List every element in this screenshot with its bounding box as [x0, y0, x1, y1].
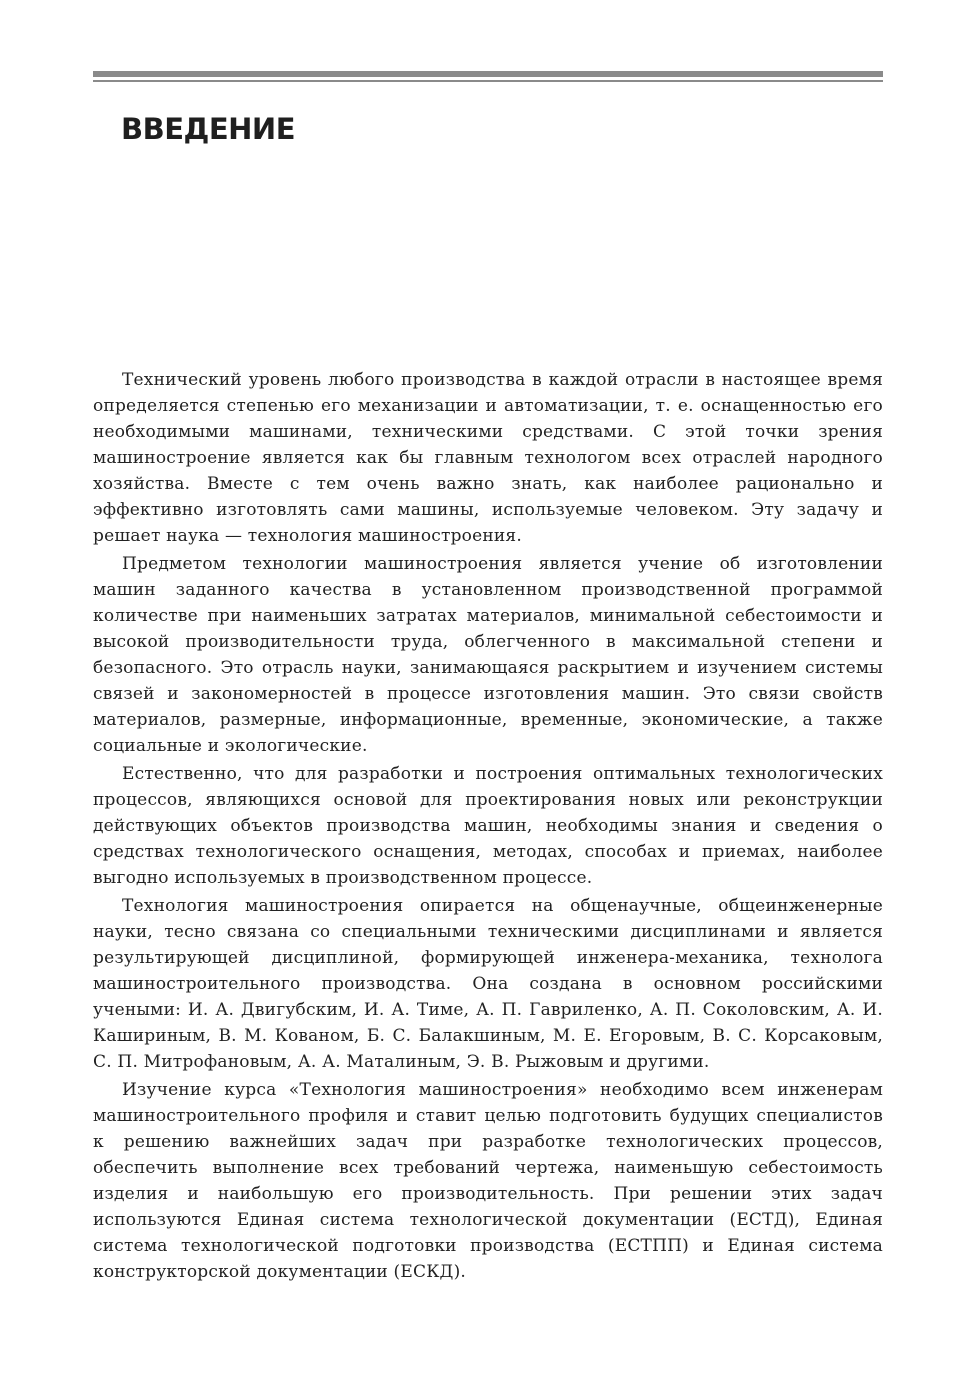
body-text — [93, 367, 883, 1287]
paragraph-1: Технический уровень любого производства в каждой отрасли в настоящее время определяется степенью его механизации и автоматизации, т. е. оснащенностью его необходимыми машинами, техническими средствами. С этой точки зрения машиностроение является как бы главным технологом всех отраслей народного хозяйства. Вместе с тем очень важно знать, как наиболее рационально и эффективно изготовлять сами машины, используемые человеком. Эту задачу и решает наука — технология машиностроения. — [93, 370, 883, 546]
paragraph-5: Изучение курса «Технология машиностроения» необходимо всем инженерам машиностроительного профиля и ставит целью подготовить будущих специалистов к решению важнейших задач при разработке технологических процессов, обеспечить выполнение всех требований чертежа, наименьшую себестоимость изделия и наибольшую его производительность. При решении этих задач используются Единая система технологической документации (ЕСТД), Единая система технологической подготовки производства (ЕСТПП) и Единая система конструкторской документации (ЕСКД). — [93, 1080, 883, 1282]
paragraph-3: Естественно, что для разработки и построения оптимальных технологических процессов, являющихся основой для проектирования новых или реконструкции действующих объектов производства машин, необходимы знания и сведения о средствах технологического оснащения, методах, способах и приемах, наиболее выгодно используемых в производственном процессе. — [93, 764, 883, 888]
header-rule-thin — [93, 80, 883, 82]
paragraph-4: Технология машиностроения опирается на общенаучные, общеинженерные науки, тесно связана со специальными техническими дисциплинами и является результирующей дисциплиной, формирующей инженера-механика, технолога машиностроительного производства. Она создана в основном российскими учеными: И. А. Двигубским, И. А. Тиме, А. П. Гавриленко, А. П. Соколовским, А. И. Кашириным, В. М. Кованом, Б. С. Балакшиным, М. Е. Егоровым, В. С. Корсаковым, С. П. Митрофановым, А. А. Маталиным, Э. В. Рыжовым и другими. — [93, 896, 883, 1072]
header-rule-thick — [93, 71, 883, 77]
chapter-heading: ВВЕДЕНИЕ — [121, 112, 296, 146]
paragraph-2: Предметом технологии машиностроения является учение об изготовлении машин заданного качества в установленном производственной программой количестве при наименьших затратах материалов, минимальной себестоимости и высокой производительности труда, облегченного в максимальной степени и безопасного. Это отрасль науки, занимающаяся раскрытием и изучением системы связей и закономерностей в процессе изготовления машин. Это связи свойств материалов, размерные, информационные, временные, экономические, а также социальные и экологические. — [93, 554, 883, 756]
